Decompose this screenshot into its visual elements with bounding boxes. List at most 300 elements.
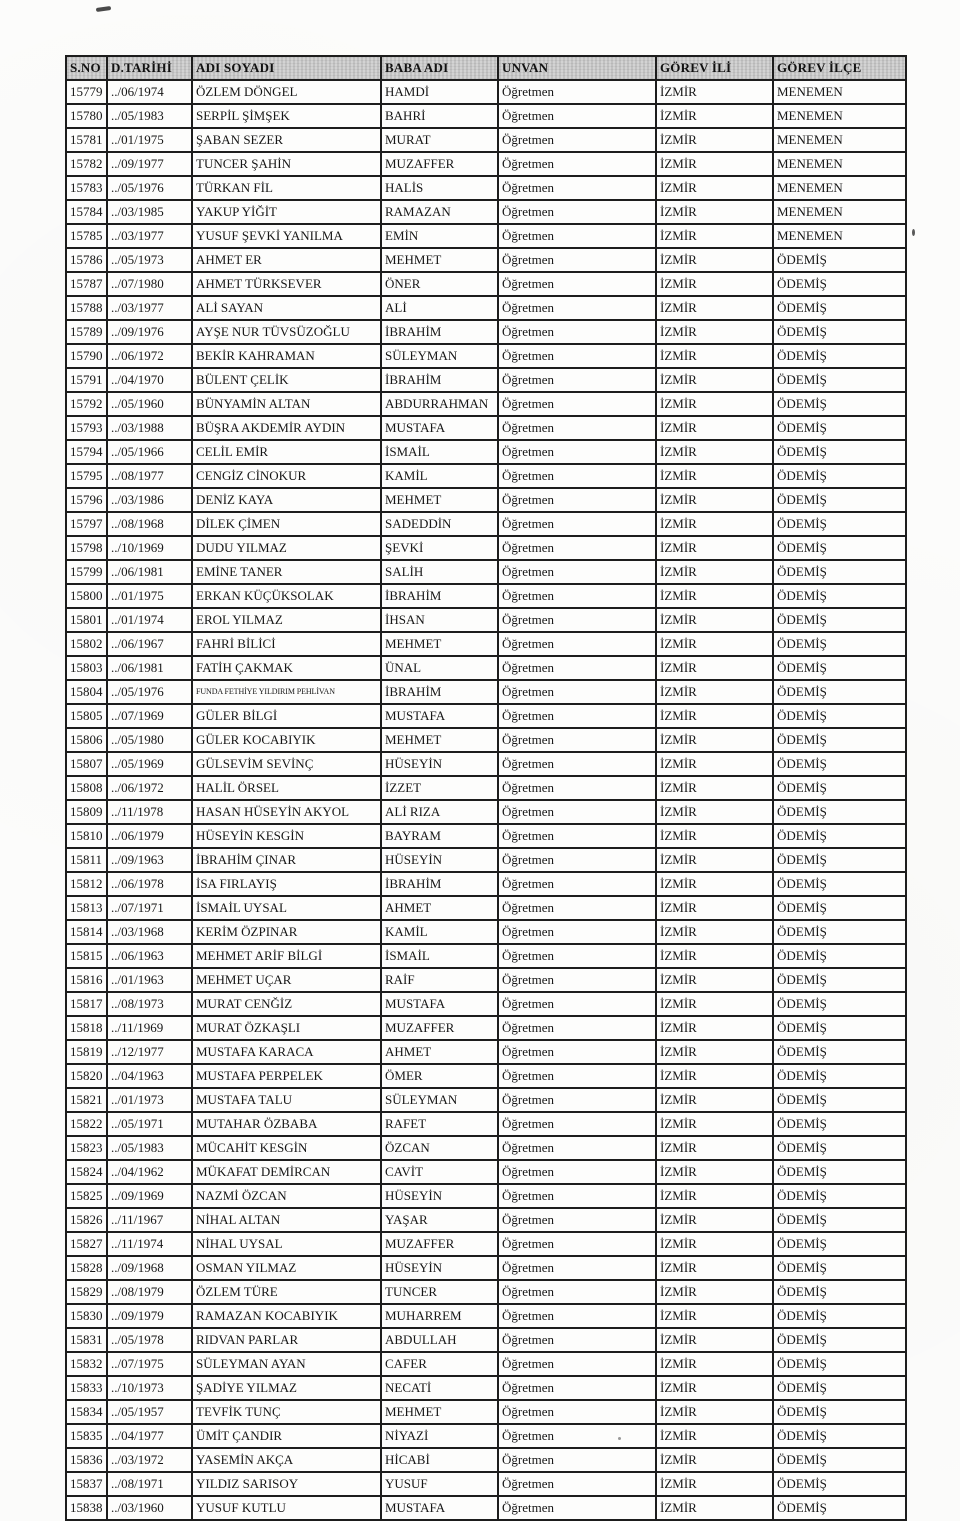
cell-s-no: 15792: [66, 392, 107, 416]
cell-gorev-ili: İZMİR: [656, 152, 773, 176]
cell-gorev-ilce: ÖDEMİŞ: [773, 752, 906, 776]
cell-s-no: 15832: [66, 1352, 107, 1376]
cell-gorev-ilce: ÖDEMİŞ: [773, 344, 906, 368]
cell-gorev-ili: İZMİR: [656, 608, 773, 632]
cell-baba-adi: EMİN: [381, 224, 498, 248]
cell-baba-adi: İBRAHİM: [381, 872, 498, 896]
cell-gorev-ili: İZMİR: [656, 536, 773, 560]
cell-gorev-ili: İZMİR: [656, 944, 773, 968]
cell-d-tarihi: ../05/1969: [107, 752, 192, 776]
table-row: [66, 752, 906, 776]
cell-gorev-ilce: ÖDEMİŞ: [773, 896, 906, 920]
cell-gorev-ilce: MENEMEN: [773, 200, 906, 224]
cell-gorev-ili: İZMİR: [656, 128, 773, 152]
table-row: [66, 1424, 906, 1448]
cell-d-tarihi: ../07/1971: [107, 896, 192, 920]
cell-adi-soyadi: FAHRİ BİLİCİ: [192, 632, 381, 656]
cell-baba-adi: İBRAHİM: [381, 320, 498, 344]
cell-unvan: Öğretmen: [498, 248, 656, 272]
cell-adi-soyadi: MUTAHAR ÖZBABA: [192, 1112, 381, 1136]
cell-s-no: 15787: [66, 272, 107, 296]
cell-gorev-ili: İZMİR: [656, 1472, 773, 1496]
cell-baba-adi: NİYAZİ: [381, 1424, 498, 1448]
cell-gorev-ili: İZMİR: [656, 176, 773, 200]
cell-baba-adi: HAMDİ: [381, 80, 498, 104]
cell-gorev-ilce: ÖDEMİŞ: [773, 440, 906, 464]
cell-gorev-ilce: ÖDEMİŞ: [773, 1304, 906, 1328]
table-row: [66, 512, 906, 536]
cell-gorev-ili: İZMİR: [656, 800, 773, 824]
cell-adi-soyadi: ALİ SAYAN: [192, 296, 381, 320]
table-row: [66, 680, 906, 704]
cell-s-no: 15833: [66, 1376, 107, 1400]
cell-gorev-ilce: ÖDEMİŞ: [773, 1016, 906, 1040]
cell-d-tarihi: ../03/1968: [107, 920, 192, 944]
cell-adi-soyadi: RAMAZAN KOCABIYIK: [192, 1304, 381, 1328]
cell-baba-adi: SÜLEYMAN: [381, 344, 498, 368]
cell-baba-adi: İSMAİL: [381, 440, 498, 464]
cell-unvan: Öğretmen: [498, 944, 656, 968]
cell-gorev-ilce: ÖDEMİŞ: [773, 1448, 906, 1472]
cell-adi-soyadi: ÖZLEM TÜRE: [192, 1280, 381, 1304]
cell-unvan: Öğretmen: [498, 1448, 656, 1472]
cell-gorev-ili: İZMİR: [656, 1400, 773, 1424]
cell-adi-soyadi: DUDU YILMAZ: [192, 536, 381, 560]
cell-d-tarihi: ../06/1981: [107, 560, 192, 584]
cell-baba-adi: MEHMET: [381, 728, 498, 752]
table-row: [66, 968, 906, 992]
cell-unvan: Öğretmen: [498, 1064, 656, 1088]
cell-adi-soyadi: BÜŞRA AKDEMİR AYDIN: [192, 416, 381, 440]
table-row: [66, 1256, 906, 1280]
table-row: [66, 1496, 906, 1520]
cell-gorev-ilce: MENEMEN: [773, 80, 906, 104]
cell-gorev-ili: İZMİR: [656, 1016, 773, 1040]
cell-baba-adi: İZZET: [381, 776, 498, 800]
cell-adi-soyadi: MEHMET UÇAR: [192, 968, 381, 992]
cell-s-no: 15801: [66, 608, 107, 632]
table-row: [66, 464, 906, 488]
cell-baba-adi: SÜLEYMAN: [381, 1088, 498, 1112]
cell-gorev-ili: İZMİR: [656, 1424, 773, 1448]
cell-baba-adi: İHSAN: [381, 608, 498, 632]
cell-baba-adi: YUSUF: [381, 1472, 498, 1496]
cell-s-no: 15806: [66, 728, 107, 752]
cell-gorev-ilce: ÖDEMİŞ: [773, 1352, 906, 1376]
cell-s-no: 15834: [66, 1400, 107, 1424]
cell-s-no: 15794: [66, 440, 107, 464]
cell-gorev-ili: İZMİR: [656, 632, 773, 656]
cell-d-tarihi: ../08/1979: [107, 1280, 192, 1304]
cell-gorev-ilce: ÖDEMİŞ: [773, 1328, 906, 1352]
cell-adi-soyadi: KERİM ÖZPINAR: [192, 920, 381, 944]
table-row: [66, 1280, 906, 1304]
cell-unvan: Öğretmen: [498, 1088, 656, 1112]
cell-gorev-ili: İZMİR: [656, 1352, 773, 1376]
cell-gorev-ili: İZMİR: [656, 848, 773, 872]
cell-baba-adi: HALİS: [381, 176, 498, 200]
cell-gorev-ili: İZMİR: [656, 1112, 773, 1136]
cell-baba-adi: RAFET: [381, 1112, 498, 1136]
cell-s-no: 15837: [66, 1472, 107, 1496]
cell-unvan: Öğretmen: [498, 464, 656, 488]
cell-baba-adi: ABDURRAHMAN: [381, 392, 498, 416]
cell-baba-adi: BAYRAM: [381, 824, 498, 848]
cell-unvan: Öğretmen: [498, 1016, 656, 1040]
cell-gorev-ilce: ÖDEMİŞ: [773, 536, 906, 560]
table-row: [66, 1088, 906, 1112]
cell-baba-adi: TUNCER: [381, 1280, 498, 1304]
cell-d-tarihi: ../08/1968: [107, 512, 192, 536]
cell-baba-adi: ÜNAL: [381, 656, 498, 680]
cell-adi-soyadi: EROL YILMAZ: [192, 608, 381, 632]
cell-baba-adi: KAMİL: [381, 920, 498, 944]
cell-baba-adi: MEHMET: [381, 248, 498, 272]
cell-gorev-ili: İZMİR: [656, 512, 773, 536]
cell-gorev-ilce: ÖDEMİŞ: [773, 680, 906, 704]
cell-d-tarihi: ../11/1978: [107, 800, 192, 824]
cell-gorev-ili: İZMİR: [656, 920, 773, 944]
cell-unvan: Öğretmen: [498, 1472, 656, 1496]
cell-d-tarihi: ../11/1974: [107, 1232, 192, 1256]
cell-s-no: 15780: [66, 104, 107, 128]
cell-unvan: Öğretmen: [498, 296, 656, 320]
cell-adi-soyadi: MUSTAFA PERPELEK: [192, 1064, 381, 1088]
cell-baba-adi: SALİH: [381, 560, 498, 584]
cell-d-tarihi: ../01/1973: [107, 1088, 192, 1112]
table-row: [66, 776, 906, 800]
cell-s-no: 15826: [66, 1208, 107, 1232]
cell-gorev-ili: İZMİR: [656, 656, 773, 680]
cell-d-tarihi: ../04/1962: [107, 1160, 192, 1184]
cell-gorev-ilce: ÖDEMİŞ: [773, 1424, 906, 1448]
cell-adi-soyadi: NİHAL UYSAL: [192, 1232, 381, 1256]
cell-unvan: Öğretmen: [498, 896, 656, 920]
table-row: [66, 656, 906, 680]
cell-d-tarihi: ../09/1963: [107, 848, 192, 872]
cell-s-no: 15815: [66, 944, 107, 968]
cell-unvan: Öğretmen: [498, 560, 656, 584]
cell-gorev-ilce: ÖDEMİŞ: [773, 392, 906, 416]
cell-d-tarihi: ../03/1985: [107, 200, 192, 224]
cell-unvan: Öğretmen: [498, 1136, 656, 1160]
scan-speck: [96, 6, 111, 12]
cell-gorev-ili: İZMİR: [656, 200, 773, 224]
cell-adi-soyadi: FATİH ÇAKMAK: [192, 656, 381, 680]
cell-unvan: Öğretmen: [498, 1232, 656, 1256]
cell-d-tarihi: ../03/1977: [107, 224, 192, 248]
cell-d-tarihi: ../06/1972: [107, 344, 192, 368]
table-row: [66, 728, 906, 752]
cell-baba-adi: BAHRİ: [381, 104, 498, 128]
cell-adi-soyadi: MÜCAHİT KESGİN: [192, 1136, 381, 1160]
cell-gorev-ilce: ÖDEMİŞ: [773, 416, 906, 440]
cell-gorev-ilce: ÖDEMİŞ: [773, 872, 906, 896]
cell-unvan: Öğretmen: [498, 104, 656, 128]
cell-gorev-ili: İZMİR: [656, 1304, 773, 1328]
cell-d-tarihi: ../01/1963: [107, 968, 192, 992]
cell-adi-soyadi: CELİL EMİR: [192, 440, 381, 464]
cell-gorev-ilce: ÖDEMİŞ: [773, 272, 906, 296]
cell-gorev-ilce: MENEMEN: [773, 152, 906, 176]
cell-d-tarihi: ../05/1957: [107, 1400, 192, 1424]
cell-d-tarihi: ../03/1988: [107, 416, 192, 440]
cell-s-no: 15779: [66, 80, 107, 104]
cell-d-tarihi: ../03/1986: [107, 488, 192, 512]
table-row: [66, 392, 906, 416]
cell-baba-adi: ÖZCAN: [381, 1136, 498, 1160]
cell-gorev-ilce: ÖDEMİŞ: [773, 1496, 906, 1520]
cell-unvan: Öğretmen: [498, 1280, 656, 1304]
cell-unvan: Öğretmen: [498, 1160, 656, 1184]
cell-s-no: 15800: [66, 584, 107, 608]
cell-gorev-ili: İZMİR: [656, 584, 773, 608]
cell-unvan: Öğretmen: [498, 440, 656, 464]
table-row: [66, 848, 906, 872]
cell-unvan: Öğretmen: [498, 992, 656, 1016]
cell-s-no: 15811: [66, 848, 107, 872]
cell-baba-adi: HÜSEYİN: [381, 848, 498, 872]
cell-adi-soyadi: HALİL ÖRSEL: [192, 776, 381, 800]
table-row: [66, 1184, 906, 1208]
cell-baba-adi: KAMİL: [381, 464, 498, 488]
cell-adi-soyadi: GÜLER KOCABIYIK: [192, 728, 381, 752]
cell-adi-soyadi: ŞADİYE YILMAZ: [192, 1376, 381, 1400]
cell-adi-soyadi: MURAT ÖZKAŞLI: [192, 1016, 381, 1040]
cell-gorev-ili: İZMİR: [656, 992, 773, 1016]
cell-gorev-ili: İZMİR: [656, 368, 773, 392]
cell-s-no: 15827: [66, 1232, 107, 1256]
column-header-unvan: UNVAN: [498, 56, 656, 80]
cell-gorev-ilce: ÖDEMİŞ: [773, 1400, 906, 1424]
cell-adi-soyadi: MUSTAFA TALU: [192, 1088, 381, 1112]
cell-gorev-ilce: ÖDEMİŞ: [773, 512, 906, 536]
cell-s-no: 15818: [66, 1016, 107, 1040]
cell-d-tarihi: ../06/1967: [107, 632, 192, 656]
cell-unvan: Öğretmen: [498, 776, 656, 800]
cell-adi-soyadi: ÖZLEM DÖNGEL: [192, 80, 381, 104]
cell-gorev-ilce: ÖDEMİŞ: [773, 1064, 906, 1088]
cell-adi-soyadi: EMİNE TANER: [192, 560, 381, 584]
cell-gorev-ilce: ÖDEMİŞ: [773, 1184, 906, 1208]
cell-d-tarihi: ../05/1971: [107, 1112, 192, 1136]
table-row: [66, 1328, 906, 1352]
table-row: [66, 1304, 906, 1328]
cell-adi-soyadi: İBRAHİM ÇINAR: [192, 848, 381, 872]
cell-gorev-ilce: ÖDEMİŞ: [773, 488, 906, 512]
cell-s-no: 15835: [66, 1424, 107, 1448]
cell-adi-soyadi: ŞABAN SEZER: [192, 128, 381, 152]
cell-d-tarihi: ../07/1975: [107, 1352, 192, 1376]
table-row: [66, 440, 906, 464]
table-row: [66, 584, 906, 608]
table-row: [66, 1064, 906, 1088]
cell-d-tarihi: ../01/1975: [107, 128, 192, 152]
cell-baba-adi: CAVİT: [381, 1160, 498, 1184]
table-row: [66, 104, 906, 128]
cell-gorev-ilce: ÖDEMİŞ: [773, 776, 906, 800]
cell-unvan: Öğretmen: [498, 1496, 656, 1520]
cell-gorev-ili: İZMİR: [656, 344, 773, 368]
table-row: [66, 872, 906, 896]
cell-s-no: 15821: [66, 1088, 107, 1112]
cell-adi-soyadi: TÜRKAN FİL: [192, 176, 381, 200]
cell-gorev-ili: İZMİR: [656, 320, 773, 344]
cell-d-tarihi: ../10/1969: [107, 536, 192, 560]
cell-unvan: Öğretmen: [498, 920, 656, 944]
cell-gorev-ilce: ÖDEMİŞ: [773, 608, 906, 632]
cell-gorev-ili: İZMİR: [656, 1088, 773, 1112]
table-row: [66, 824, 906, 848]
cell-adi-soyadi: SÜLEYMAN AYAN: [192, 1352, 381, 1376]
cell-d-tarihi: ../01/1974: [107, 608, 192, 632]
cell-gorev-ili: İZMİR: [656, 968, 773, 992]
cell-d-tarihi: ../03/1977: [107, 296, 192, 320]
cell-s-no: 15781: [66, 128, 107, 152]
table-row: [66, 632, 906, 656]
cell-gorev-ili: İZMİR: [656, 1184, 773, 1208]
cell-baba-adi: ALİ: [381, 296, 498, 320]
cell-adi-soyadi: İSA FIRLAYIŞ: [192, 872, 381, 896]
cell-gorev-ilce: ÖDEMİŞ: [773, 368, 906, 392]
table-row: [66, 800, 906, 824]
cell-gorev-ilce: ÖDEMİŞ: [773, 1040, 906, 1064]
cell-gorev-ili: İZMİR: [656, 440, 773, 464]
cell-d-tarihi: ../08/1977: [107, 464, 192, 488]
cell-d-tarihi: ../01/1975: [107, 584, 192, 608]
cell-adi-soyadi: TUNCER ŞAHİN: [192, 152, 381, 176]
cell-d-tarihi: ../06/1978: [107, 872, 192, 896]
cell-baba-adi: MUSTAFA: [381, 416, 498, 440]
cell-gorev-ili: İZMİR: [656, 776, 773, 800]
table-row: [66, 224, 906, 248]
cell-gorev-ili: İZMİR: [656, 1448, 773, 1472]
cell-unvan: Öğretmen: [498, 1376, 656, 1400]
cell-gorev-ilce: ÖDEMİŞ: [773, 1112, 906, 1136]
cell-unvan: Öğretmen: [498, 800, 656, 824]
cell-gorev-ilce: ÖDEMİŞ: [773, 560, 906, 584]
cell-d-tarihi: ../09/1977: [107, 152, 192, 176]
table-row: [66, 920, 906, 944]
cell-gorev-ili: İZMİR: [656, 1496, 773, 1520]
table-row: [66, 320, 906, 344]
cell-gorev-ili: İZMİR: [656, 1208, 773, 1232]
cell-gorev-ilce: ÖDEMİŞ: [773, 320, 906, 344]
cell-s-no: 15784: [66, 200, 107, 224]
cell-baba-adi: SADEDDİN: [381, 512, 498, 536]
cell-s-no: 15795: [66, 464, 107, 488]
cell-s-no: 15796: [66, 488, 107, 512]
cell-unvan: Öğretmen: [498, 128, 656, 152]
cell-d-tarihi: ../05/1960: [107, 392, 192, 416]
cell-adi-soyadi: AHMET ER: [192, 248, 381, 272]
cell-baba-adi: HÜSEYİN: [381, 1184, 498, 1208]
cell-gorev-ilce: ÖDEMİŞ: [773, 728, 906, 752]
cell-baba-adi: İBRAHİM: [381, 680, 498, 704]
cell-gorev-ili: İZMİR: [656, 80, 773, 104]
cell-gorev-ilce: MENEMEN: [773, 224, 906, 248]
cell-gorev-ilce: ÖDEMİŞ: [773, 1472, 906, 1496]
personnel-table: [65, 55, 907, 1521]
cell-unvan: Öğretmen: [498, 728, 656, 752]
cell-gorev-ili: İZMİR: [656, 224, 773, 248]
column-header-s-no: S.NO: [66, 56, 107, 80]
cell-gorev-ilce: ÖDEMİŞ: [773, 824, 906, 848]
cell-d-tarihi: ../05/1983: [107, 1136, 192, 1160]
cell-adi-soyadi: NİHAL ALTAN: [192, 1208, 381, 1232]
table-row: [66, 1160, 906, 1184]
table-row: [66, 1376, 906, 1400]
cell-adi-soyadi: YAKUP YİĞİT: [192, 200, 381, 224]
table-row: [66, 1112, 906, 1136]
cell-adi-soyadi: DİLEK ÇİMEN: [192, 512, 381, 536]
cell-s-no: 15807: [66, 752, 107, 776]
cell-adi-soyadi: BÜNYAMİN ALTAN: [192, 392, 381, 416]
table-row: [66, 1208, 906, 1232]
cell-gorev-ilce: ÖDEMİŞ: [773, 632, 906, 656]
cell-adi-soyadi: YASEMİN AKÇA: [192, 1448, 381, 1472]
cell-d-tarihi: ../09/1976: [107, 320, 192, 344]
cell-d-tarihi: ../03/1960: [107, 1496, 192, 1520]
cell-unvan: Öğretmen: [498, 152, 656, 176]
cell-d-tarihi: ../08/1971: [107, 1472, 192, 1496]
cell-d-tarihi: ../06/1981: [107, 656, 192, 680]
cell-unvan: Öğretmen: [498, 632, 656, 656]
cell-gorev-ili: İZMİR: [656, 104, 773, 128]
cell-adi-soyadi: OSMAN YILMAZ: [192, 1256, 381, 1280]
table-row: [66, 1448, 906, 1472]
cell-s-no: 15798: [66, 536, 107, 560]
table-row: [66, 944, 906, 968]
cell-gorev-ili: İZMİR: [656, 704, 773, 728]
table-row: [66, 272, 906, 296]
cell-d-tarihi: ../05/1983: [107, 104, 192, 128]
table-row: [66, 416, 906, 440]
table-row: [66, 992, 906, 1016]
cell-gorev-ili: İZMİR: [656, 872, 773, 896]
cell-baba-adi: ÖMER: [381, 1064, 498, 1088]
table-row: [66, 1232, 906, 1256]
cell-unvan: Öğretmen: [498, 1256, 656, 1280]
cell-gorev-ilce: ÖDEMİŞ: [773, 1160, 906, 1184]
table-row: [66, 128, 906, 152]
cell-adi-soyadi: YILDIZ SARISOY: [192, 1472, 381, 1496]
cell-baba-adi: ŞEVKİ: [381, 536, 498, 560]
table-header-row: [66, 56, 906, 80]
cell-baba-adi: RAİF: [381, 968, 498, 992]
cell-unvan: Öğretmen: [498, 752, 656, 776]
table-row: [66, 296, 906, 320]
cell-adi-soyadi: HÜSEYİN KESGİN: [192, 824, 381, 848]
cell-gorev-ili: İZMİR: [656, 1256, 773, 1280]
cell-s-no: 15817: [66, 992, 107, 1016]
cell-d-tarihi: ../10/1973: [107, 1376, 192, 1400]
cell-adi-soyadi: AYŞE NUR TÜVSÜZOĞLU: [192, 320, 381, 344]
cell-s-no: 15782: [66, 152, 107, 176]
cell-unvan: Öğretmen: [498, 536, 656, 560]
cell-gorev-ilce: MENEMEN: [773, 128, 906, 152]
cell-d-tarihi: ../09/1968: [107, 1256, 192, 1280]
cell-gorev-ilce: ÖDEMİŞ: [773, 992, 906, 1016]
cell-unvan: Öğretmen: [498, 512, 656, 536]
cell-d-tarihi: ../05/1976: [107, 176, 192, 200]
cell-d-tarihi: ../12/1977: [107, 1040, 192, 1064]
table-row: [66, 1400, 906, 1424]
table-row: [66, 248, 906, 272]
cell-gorev-ilce: ÖDEMİŞ: [773, 464, 906, 488]
cell-d-tarihi: ../04/1970: [107, 368, 192, 392]
cell-unvan: Öğretmen: [498, 392, 656, 416]
